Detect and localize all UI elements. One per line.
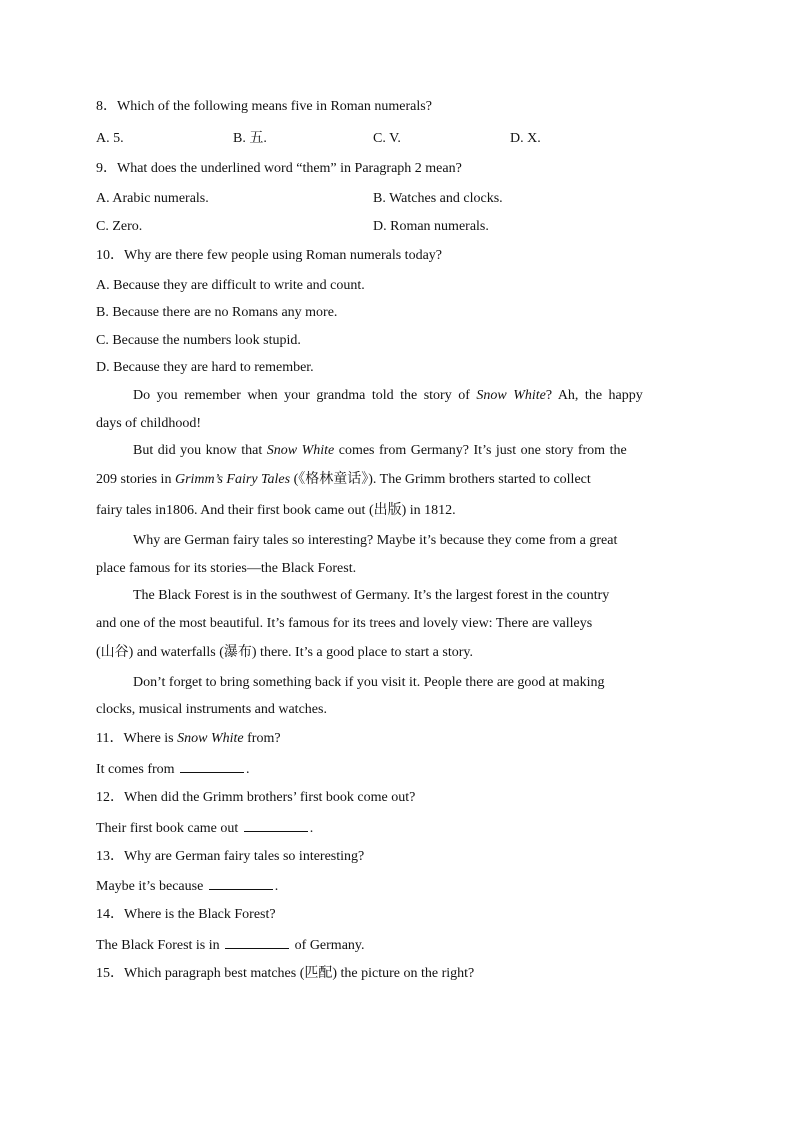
passage-p4-line1: The Black Forest is in the southwest of Germany. It’s the largest forest in the country <box>133 588 610 603</box>
passage-p3-line2: place famous for its stories—the Black Forest. <box>96 561 357 576</box>
passage-p2-line2: 209 stories in Grimm’s Fairy Tales (《格林童话》). The Grimm brothers started to collect <box>96 472 591 487</box>
snow-white-title: Snow White <box>177 731 244 746</box>
passage-p5-line2: clocks, musical instruments and watches. <box>96 702 327 717</box>
passage-p3-line1: Why are German fairy tales so interesting? Maybe it’s because they come from a great <box>133 533 618 548</box>
q13-answer-line: Maybe it’s because . <box>96 879 279 894</box>
q13-answer-blank[interactable] <box>209 877 273 890</box>
q10-option-c[interactable]: C. Because the numbers look stupid. <box>96 333 301 348</box>
passage-p4-line2: and one of the most beautiful. It’s famous for its trees and lovely view: There are valleys <box>96 616 593 631</box>
q12-question: 12．When did the Grimm brothers’ first book come out? <box>96 790 416 805</box>
grimms-fairy-tales-title: Grimm’s Fairy Tales <box>174 472 291 487</box>
q15-question: 15．Which paragraph best matches (匹配) the picture on the right? <box>96 966 475 981</box>
q9-option-a[interactable]: A. Arabic numerals. <box>96 191 209 206</box>
q9-option-b[interactable]: B. Watches and clocks. <box>373 191 503 206</box>
q8-question: 8．Which of the following means five in Roman numerals? <box>96 99 432 114</box>
q8-option-d[interactable]: D. X. <box>510 131 541 146</box>
q14-answer-line: The Black Forest is in of Germany. <box>96 938 365 953</box>
passage-p1-line1: Do you remember when your grandma told the story of Snow White? Ah, the happy <box>133 388 643 403</box>
q10-option-d[interactable]: D. Because they are hard to remember. <box>96 360 314 375</box>
q14-answer-blank[interactable] <box>225 936 289 949</box>
q13-question: 13．Why are German fairy tales so interesting? <box>96 849 365 864</box>
q14-question: 14．Where is the Black Forest? <box>96 907 276 922</box>
passage-p2-line1: But did you know that Snow White comes from Germany? It’s just one story from the <box>133 443 627 458</box>
snow-white-title: Snow White <box>266 443 335 458</box>
q9-question: 9．What does the underlined word “them” in Paragraph 2 mean? <box>96 161 462 176</box>
passage-p4-line3: (山谷) and waterfalls (瀑布) there. It’s a good place to start a story. <box>96 645 473 660</box>
q11-answer-line: It comes from . <box>96 762 250 777</box>
q8-option-b[interactable]: B. 五. <box>233 131 267 146</box>
passage-p2-line3: fairy tales in1806. And their first book came out (出版) in 1812. <box>96 503 456 518</box>
q11-answer-blank[interactable] <box>180 760 244 773</box>
q12-answer-blank[interactable] <box>244 819 308 832</box>
q12-answer-line: Their first book came out . <box>96 821 314 836</box>
q8-option-c[interactable]: C. V. <box>373 131 401 146</box>
passage-p5-line1: Don’t forget to bring something back if you visit it. People there are good at making <box>133 675 605 690</box>
snow-white-title: Snow White <box>476 388 546 403</box>
q9-option-c[interactable]: C. Zero. <box>96 219 143 234</box>
q10-option-a[interactable]: A. Because they are difficult to write and count. <box>96 278 365 293</box>
q10-question: 10．Why are there few people using Roman numerals today? <box>96 248 443 263</box>
q9-option-d[interactable]: D. Roman numerals. <box>373 219 489 234</box>
q10-option-b[interactable]: B. Because there are no Romans any more. <box>96 305 338 320</box>
q8-option-a[interactable]: A. 5. <box>96 131 124 146</box>
q11-question: 11．Where is Snow White from? <box>96 731 281 746</box>
passage-p1-line2: days of childhood! <box>96 416 201 431</box>
